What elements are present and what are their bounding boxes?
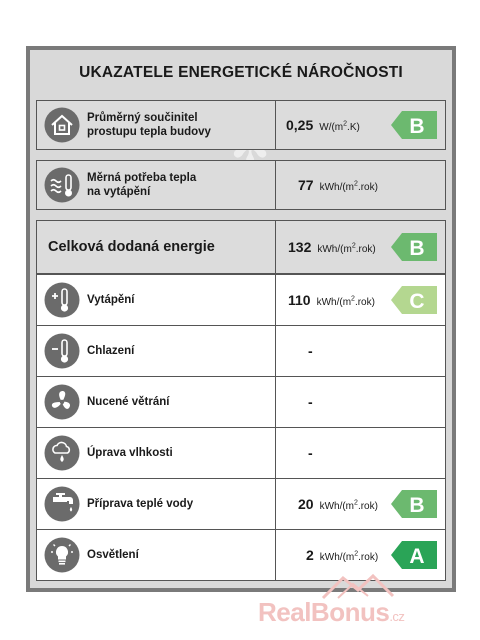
- row-label: Vytápění: [87, 294, 135, 306]
- row-total-delivered-energy: [36, 220, 446, 274]
- svg-text:B: B: [409, 115, 425, 138]
- row-hot-water: [36, 478, 446, 530]
- energy-class-badge: [391, 286, 437, 314]
- thermometer-plus-icon: [44, 282, 80, 318]
- row-label: Měrná potřeba tepla na vytápění: [87, 172, 197, 198]
- row-forced-ventilation: [36, 376, 446, 428]
- energy-performance-card: [26, 46, 456, 592]
- row-value: 20 kWh/$(m^2.rok)$: [298, 496, 378, 512]
- energy-class-badge: [391, 490, 437, 518]
- row-label: Nucené větrání: [87, 396, 170, 408]
- row-heating: [36, 274, 446, 326]
- row-value: -: [308, 445, 313, 461]
- row-label: Příprava teplé vody: [87, 498, 194, 510]
- row-label: Celková dodaná energie: [48, 239, 215, 255]
- row-humidity-control: [36, 427, 446, 479]
- svg-text:B: B: [409, 494, 425, 517]
- watermark-house-logo: [318, 570, 398, 600]
- cloud-drop-icon: [44, 435, 80, 471]
- row-label: Úprava vlhkosti: [87, 447, 173, 459]
- light-bulb-icon: [44, 537, 80, 573]
- row-value: 77 kWh/$(m^2.rok)$: [298, 177, 378, 193]
- fan-icon: [44, 384, 80, 420]
- row-value: 132 kWh/$(m^2.rok)$: [288, 239, 376, 255]
- row-value: 0,25 $W/(m^2.K)$: [286, 117, 360, 133]
- card-title: UKAZATELE ENERGETICKÉ NÁROČNOSTI: [79, 64, 403, 81]
- energy-class-badge: [391, 111, 437, 139]
- heat-waves-thermometer-icon: [44, 167, 80, 203]
- watermark: RealBonus.cz: [258, 597, 405, 627]
- thermometer-minus-icon: [44, 333, 80, 369]
- row-label: Osvětlení: [87, 549, 139, 561]
- card-inner: [30, 50, 452, 588]
- row-value: 2 kWh/$(m^2.rok)$: [306, 547, 379, 563]
- row-heating-demand: [36, 160, 446, 210]
- row-label: Průměrný součinitel prostupu tepla budovy: [87, 112, 211, 138]
- row-value: -: [308, 394, 313, 410]
- row-thermal-transmittance: [36, 100, 446, 150]
- row-cooling: [36, 325, 446, 377]
- energy-class-badge: [391, 541, 437, 569]
- row-label: Chlazení: [87, 345, 135, 357]
- row-value: -: [308, 343, 313, 359]
- house-icon: [44, 107, 80, 143]
- svg-text:A: A: [409, 545, 425, 568]
- svg-text:C: C: [409, 290, 425, 313]
- energy-class-badge: [391, 233, 437, 261]
- row-value: 110 kWh/$(m^2.rok)$: [288, 292, 375, 308]
- faucet-icon: [44, 486, 80, 522]
- svg-text:B: B: [409, 237, 425, 260]
